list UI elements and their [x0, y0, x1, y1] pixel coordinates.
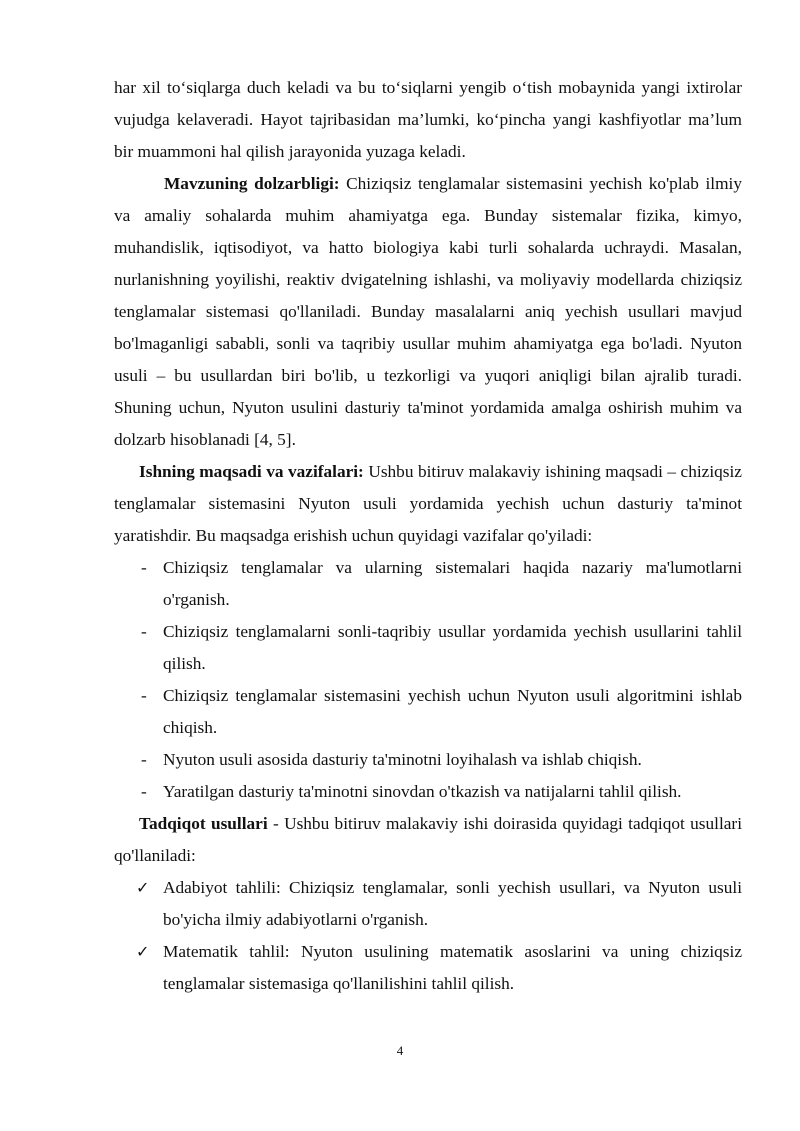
list-item — [114, 872, 742, 936]
tasks-list — [114, 552, 742, 808]
relevance-heading: Mavzuning dolzarbligi: — [164, 174, 340, 193]
list-item-text: Chiziqsiz tenglamalar va ularning sistemalari haqida nazariy ma'lumotlarni o'rganish. — [163, 558, 742, 609]
list-item — [114, 744, 742, 776]
list-item — [114, 776, 742, 808]
goals-heading: Ishning maqsadi va vazifalari: — [139, 462, 364, 481]
dash-bullet: - — [141, 686, 147, 705]
dash-bullet: - — [141, 558, 147, 577]
list-item — [114, 552, 742, 616]
list-item-text: Chiziqsiz tenglamalarni sonli-taqribiy usullar yordamida yechish usullarini tahlil qilish. — [163, 622, 742, 673]
checkmark-icon: ✓ — [136, 942, 150, 961]
page-number: 4 — [396, 1043, 404, 1058]
goals-paragraph — [114, 456, 742, 552]
intro-paragraph: har xil to‘siqlarga duch keladi va bu to‘siqlarni yengib o‘tish mobaynida yangi ixtirolar vujudga kelaveradi. Hayot tajribasidan ma’lumki, ko‘pincha yangi kashfiyotlar ma’lum bir muammoni hal qilish jarayonida yuzaga keladi. — [114, 78, 742, 161]
list-item-text: Matematik tahlil: Nyuton usulining matematik asoslarini va uning chiziqsiz tenglamalar sistemasiga qo'llanilishini tahlil qilish. — [163, 942, 742, 993]
list-item-text: Chiziqsiz tenglamalar sistemasini yechish uchun Nyuton usuli algoritmini ishlab chiqish. — [163, 686, 742, 737]
methods-list — [114, 872, 742, 1000]
relevance-paragraph — [114, 168, 742, 456]
dash-bullet: - — [141, 622, 147, 641]
list-item — [114, 936, 742, 1000]
methods-paragraph — [114, 808, 742, 872]
checkmark-icon: ✓ — [136, 878, 150, 897]
list-item-text: Adabiyot tahlili: Chiziqsiz tenglamalar, sonli yechish usullari, va Nyuton usuli bo'yicha ilmiy adabiyotlarni o'rganish. — [163, 878, 742, 929]
list-item — [114, 680, 742, 744]
dash-bullet: - — [141, 782, 147, 801]
list-item-text: Yaratilgan dasturiy ta'minotni sinovdan o'tkazish va natijalarni tahlil qilish. — [163, 782, 682, 801]
goals-text: Ushbu bitiruv malakaviy ishining maqsadi – chiziqsiz tenglamalar sistemasini Nyuton usuli yordamida yechish uchun dasturiy ta'minot yaratishdir. Bu maqsadga erishish uchun quyidagi vazifalar qo'yiladi: — [114, 462, 742, 545]
list-item-text: Nyuton usuli asosida dasturiy ta'minotni loyihalash va ishlab chiqish. — [163, 750, 642, 769]
dash-bullet: - — [141, 750, 147, 769]
list-item — [114, 616, 742, 680]
relevance-text: Chiziqsiz tenglamalar sistemasini yechish ko'plab ilmiy va amaliy sohalarda muhim ahamiyatga ega. Bunday sistemalar fizika, kimyo, muhandislik, iqtisodiyot, va hatto biologiya kabi turli sohalarda uchraydi. Masalan, nurlanishning yoyilishi, reaktiv dvigatelning ishlashi, va moliyaviy modellarda chiziqsiz tenglamalar sistemasi qo'llaniladi. Bunday masalalarni aniq yechish usullari mavjud bo'lmaganligi sababli, sonli va taqribiy usullar muhim ahamiyatga ega bo'ladi. Nyuton usuli – bu usullardan biri bo'lib, u tezkorligi va yuqori aniqligi bilan ajralib turadi. Shuning uchun, Nyuton usulini dasturiy ta'minot yordamida amalga oshirish muhim va dolzarb hisoblanadi [4, 5]. — [114, 174, 742, 449]
methods-heading: Tadqiqot usullari — [139, 814, 268, 833]
methods-text: - Ushbu bitiruv malakaviy ishi doirasida quyidagi tadqiqot usullari qo'llaniladi: — [114, 814, 742, 865]
